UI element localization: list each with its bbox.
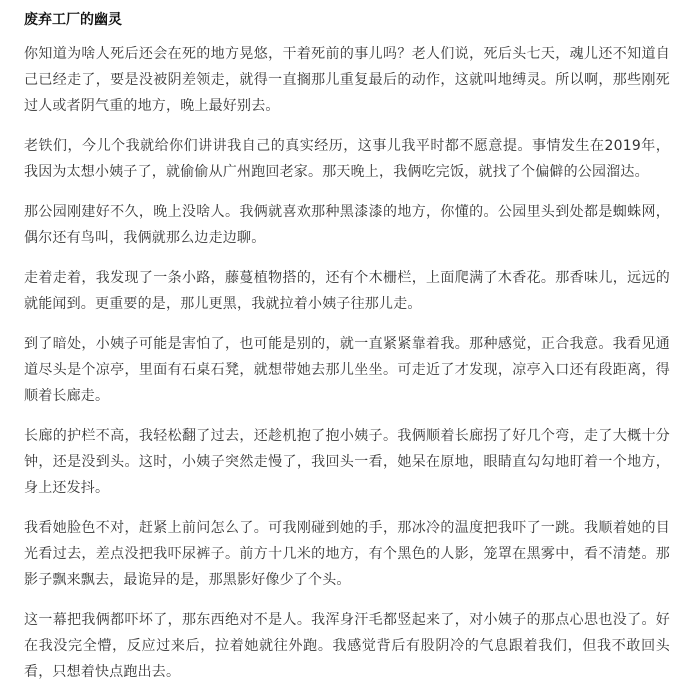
article-paragraph: 走着走着，我发现了一条小路，藤蔓植物搭的，还有个木栅栏，上面爬满了木香花。那香味儿，远远的就能闻到。更重要的是，那儿更黑，我就拉着小姨子往那儿走。 [24,270,670,312]
article-paragraph: 长廊的护栏不高，我轻松翻了过去，还趁机抱了抱小姨子。我俩顺着长廊拐了好几个弯，走了大概十分钟，还是没到头。这时，小姨子突然走慢了，我回头一看，她呆在原地，眼睛直勾勾地盯着一个地方，身上还发抖。 [24,428,670,496]
article-paragraph: 那公园刚建好不久，晚上没啥人。我俩就喜欢那种黑漆漆的地方，你懂的。公园里头到处都是蜘蛛网，偶尔还有鸟叫，我俩就那么边走边聊。 [24,204,670,246]
article-paragraph: 我看她脸色不对，赶紧上前问怎么了。可我刚碰到她的手，那冰冷的温度把我吓了一跳。我顺着她的目光看过去，差点没把我吓尿裤子。前方十几米的地方，有个黑色的人影，笼罩在黑雾中，看不清楚。那影子飘来飘去，最诡异的是，那黑影好像少了个头。 [24,520,670,588]
article-title: 废弃工厂的幽灵 [24,12,122,28]
article-paragraph: 这一幕把我俩都吓坏了，那东西绝对不是人。我浑身汗毛都竖起来了，对小姨子的那点心思也没了。好在我没完全懵，反应过来后，拉着她就往外跑。我感觉背后有股阴冷的气息跟着我们，但我不敢回头看，只想着快点跑出去。 [24,612,670,680]
article-body [24,41,670,685]
article-paragraph: 到了暗处，小姨子可能是害怕了，也可能是别的，就一直紧紧靠着我。那种感觉，正合我意。我看见通道尽头是个凉亭，里面有石桌石凳，就想带她去那儿坐坐。可走近了才发现，凉亭入口还有段距离，得顺着长廊走。 [24,336,670,404]
article-paragraph: 老铁们，今儿个我就给你们讲讲我自己的真实经历，这事儿我平时都不愿意提。事情发生在2019年，我因为太想小姨子了，就偷偷从广州跑回老家。那天晚上，我俩吃完饭，就找了个偏僻的公园溜达。 [24,138,670,180]
article-paragraph: 你知道为啥人死后还会在死的地方晃悠，干着死前的事儿吗？老人们说，死后头七天，魂儿还不知道自己已经走了，要是没被阴差领走，就得一直搁那儿重复最后的动作，这就叫地缚灵。所以啊，那些刚死过人或者阴气重的地方，晚上最好别去。 [24,46,670,114]
